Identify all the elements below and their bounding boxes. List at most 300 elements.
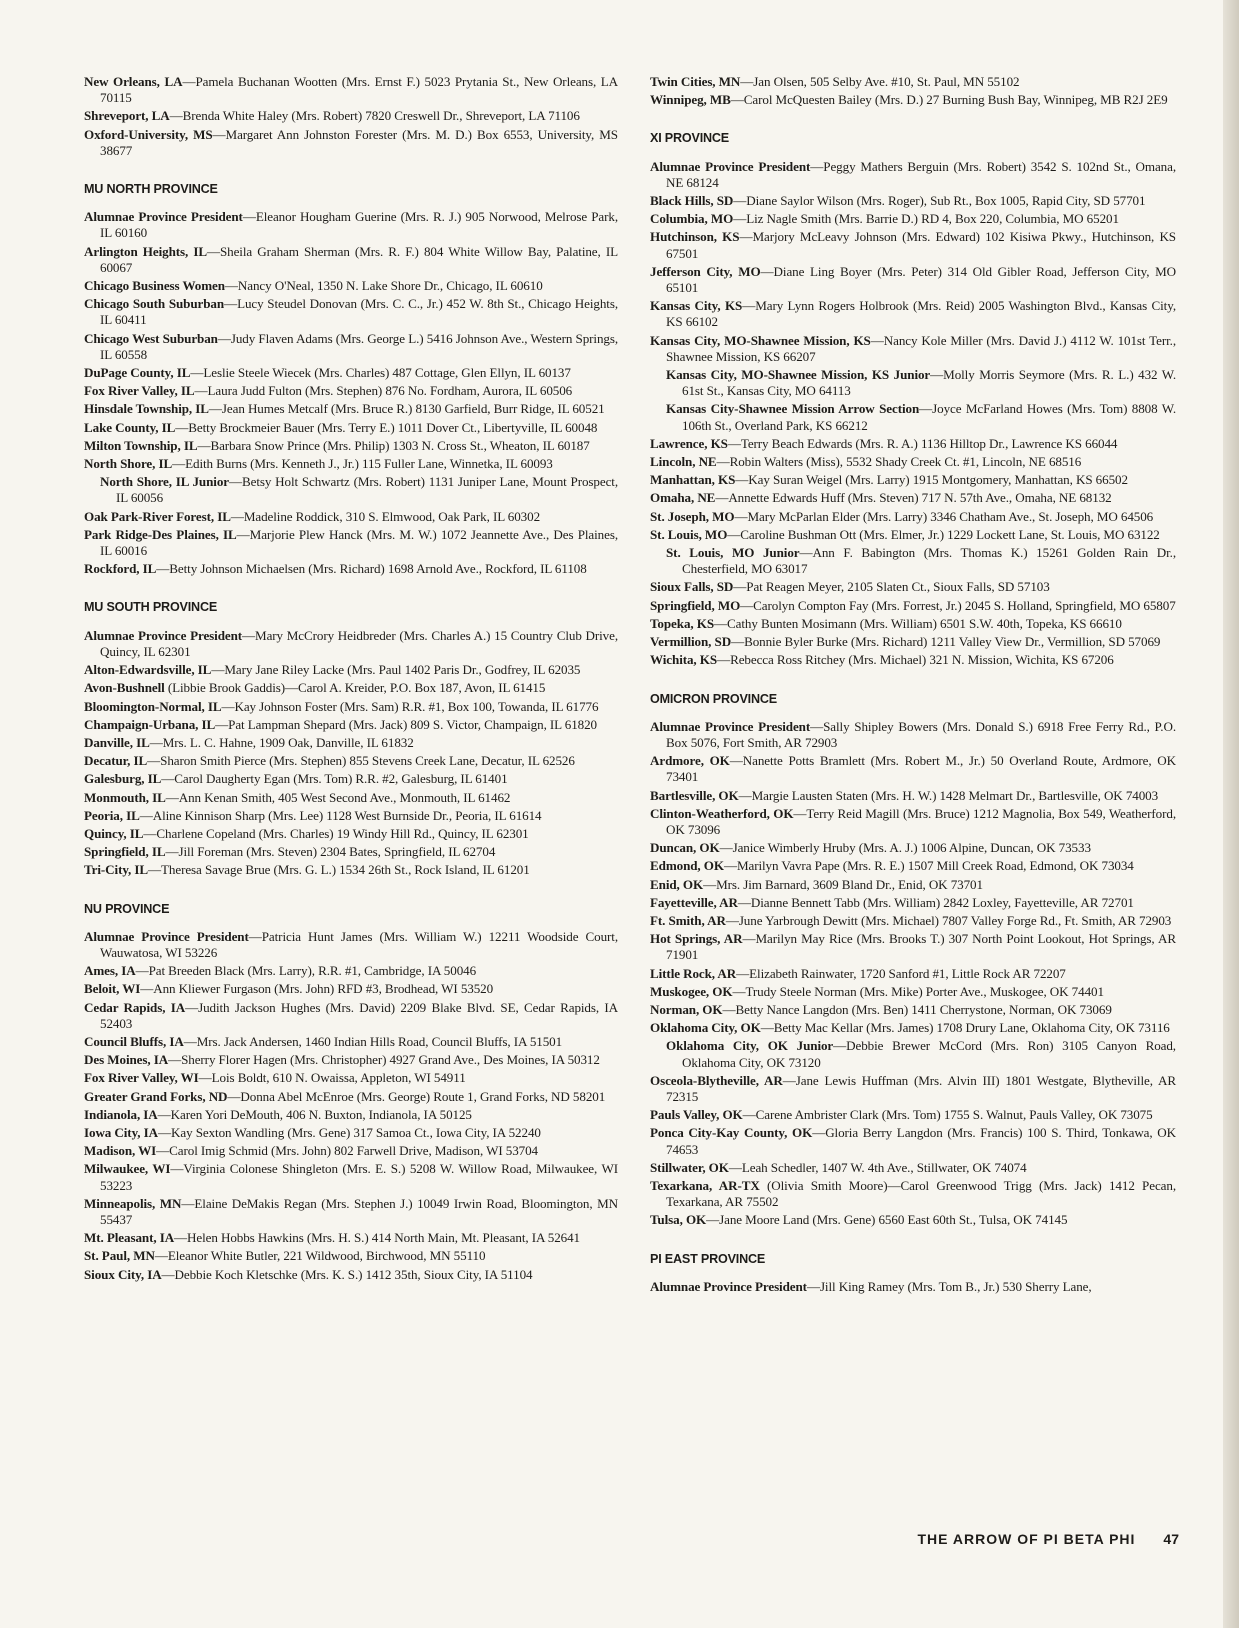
contact-details: Gloria Berry Langdon (Mrs. Francis) 100 S. Third, Tonkawa, OK 74653	[666, 1125, 1176, 1157]
em-dash: —	[728, 1159, 742, 1175]
chapter-name: Alumnae Province President	[650, 1278, 807, 1294]
chapter-name: Tulsa, OK	[650, 1212, 707, 1228]
contact-details: Joyce McFarland Howes (Mrs. Tom) 8808 W. 106th St., Overland Park, KS 66212	[682, 401, 1176, 433]
contact-details: Lois Boldt, 610 N. Owaissa, Appleton, WI 54911	[211, 1070, 466, 1086]
em-dash: —	[732, 983, 746, 999]
contact-details: Bonnie Byler Burke (Mrs. Richard) 1211 Valley View Dr., Vermillion, SD 57069	[744, 634, 1161, 650]
contact-details: Betty Nance Langdon (Mrs. Ben) 1411 Cherrystone, Norman, OK 73069	[735, 1001, 1112, 1017]
em-dash: —	[742, 931, 756, 947]
chapter-name: Wichita, KS	[650, 652, 718, 668]
chapter-name: DuPage County, IL	[84, 365, 191, 381]
chapter-name: Shreveport, LA	[84, 108, 170, 124]
em-dash: —	[149, 734, 163, 750]
directory-entry	[84, 662, 618, 678]
contact-details: Robin Walters (Miss), 5532 Shady Creek Ct. #1, Lincoln, NE 68516	[729, 454, 1082, 470]
chapter-name: Lake County, IL	[84, 419, 176, 435]
directory-entry	[650, 472, 1176, 488]
directory-entry	[650, 264, 1176, 296]
em-dash: —	[182, 74, 196, 89]
directory-entry	[84, 771, 618, 787]
contact-details: Nancy Kole Miller (Mrs. David J.) 4112 W. 101st Terr., Shawnee Mission, KS 66207	[666, 332, 1176, 364]
chapter-name: Oklahoma City, OK Junior	[666, 1038, 834, 1054]
directory-entry	[650, 753, 1176, 785]
chapter-name: Bloomington-Normal, IL	[84, 698, 222, 714]
contact-details: Barbara Snow Prince (Mrs. Philip) 1303 N. Cross St., Wheaton, IL 60187	[210, 437, 590, 453]
contact-details: Jill King Ramey (Mrs. Tom B., Jr.) 530 Sherry Lane,	[819, 1278, 1092, 1294]
province-heading-nu-province: NU PROVINCE	[84, 901, 170, 916]
chapter-name: Alumnae Province President	[84, 928, 249, 944]
em-dash: —	[735, 472, 749, 488]
contact-details: Carol Imig Schmid (Mrs. John) 802 Farwell Drive, Madison, WI 53704	[169, 1143, 538, 1159]
chapter-name: Texarkana, AR-TX	[650, 1177, 760, 1193]
em-dash: —	[742, 1107, 756, 1123]
directory-entry	[84, 1089, 618, 1105]
directory-entry	[84, 1052, 618, 1068]
chapter-name: Ardmore, OK	[650, 753, 730, 769]
chapter-name: Alumnae Province President	[650, 718, 811, 734]
chapter-name: Pauls Valley, OK	[650, 1107, 743, 1123]
em-dash: —	[812, 1125, 826, 1141]
em-dash: —	[172, 456, 186, 472]
directory-entry	[650, 858, 1176, 874]
chapter-name: Sioux Falls, SD	[650, 579, 734, 595]
directory-entry	[84, 278, 618, 294]
em-dash: —	[174, 1230, 188, 1246]
chapter-name: Monmouth, IL	[84, 789, 166, 805]
contact-details: Caroline Bushman Ott (Mrs. Elmer, Jr.) 1229 Lockett Lane, St. Louis, MO 63122	[740, 526, 1160, 542]
contact-details: Kay Sexton Wandling (Mrs. Gene) 317 Samoa Ct., Iowa City, IA 52240	[171, 1124, 541, 1140]
em-dash: —	[217, 330, 231, 346]
em-dash: —	[870, 332, 884, 348]
em-dash: —	[170, 1161, 184, 1177]
chapter-name: Twin Cities, MN	[650, 74, 741, 89]
contact-details: Pat Breeden Black (Mrs. Larry), R.R. #1, Cambridge, IA 50046	[148, 963, 477, 979]
em-dash: —	[248, 928, 262, 944]
directory-entry	[84, 1070, 618, 1086]
contact-details: Ann F. Babington (Mrs. Thomas K.) 15261 Golden Rain Dr., Chesterfield, MO 63017	[682, 545, 1176, 577]
chapter-name: Edmond, OK	[650, 858, 724, 874]
contact-details: Janice Wimberly Hruby (Mrs. A. J.) 1006 Alpine, Duncan, OK 73533	[732, 840, 1091, 856]
em-dash: —	[156, 1143, 170, 1159]
chapter-name: Duncan, OK	[650, 840, 720, 856]
directory-entry	[84, 1125, 618, 1141]
contact-details: Elaine DeMakis Regan (Mrs. Stephen J.) 10049 Irwin Road, Bloomington, MN 55437	[100, 1195, 618, 1227]
directory-entry	[650, 1212, 1176, 1228]
contact-details: Rebecca Ross Ritchey (Mrs. Michael) 321 N. Mission, Wichita, KS 67206	[730, 652, 1114, 668]
contact-details: Jean Humes Metcalf (Mrs. Bruce R.) 8130 Garfield, Burr Ridge, IL 60521	[221, 401, 605, 417]
directory-entry	[84, 1034, 618, 1050]
directory-entry	[650, 931, 1176, 963]
directory-entry	[650, 1107, 1176, 1123]
em-dash: —	[194, 383, 208, 399]
chapter-name: Kansas City-Shawnee Mission Arrow Section	[666, 401, 920, 417]
directory-entry	[650, 840, 1176, 856]
contact-details: Mrs. Jack Andersen, 1460 Indian Hills Road, Council Bluffs, IA 51501	[196, 1033, 563, 1049]
chapter-name: Avon-Bushnell	[84, 680, 165, 696]
directory-entry	[84, 981, 618, 997]
contact-details: Pamela Buchanan Wootten (Mrs. Ernst F.) 5023 Prytania St., New Orleans, LA 70115	[100, 74, 618, 106]
contact-details: Aline Kinnison Sharp (Mrs. Lee) 1128 West Burnside Dr., Peoria, IL 61614	[152, 807, 542, 823]
contact-details: Mrs. Jim Barnard, 3609 Bland Dr., Enid, OK 73701	[716, 876, 983, 892]
em-dash: —	[154, 1248, 168, 1264]
directory-entry	[650, 966, 1176, 982]
em-dash: —	[723, 858, 737, 874]
em-dash: —	[715, 490, 729, 506]
contact-details: Eleanor White Butler, 221 Wildwood, Birchwood, MN 55110	[167, 1248, 486, 1264]
em-dash: —	[799, 545, 813, 561]
directory-entry	[650, 1002, 1176, 1018]
contact-details: Marjory McLeavy Johnson (Mrs. Edward) 102 Kisiwa Pkwy., Hutchinson, KS 67501	[666, 229, 1176, 261]
em-dash: —	[168, 1052, 182, 1068]
em-dash: —	[703, 876, 717, 892]
directory-entry	[84, 365, 618, 381]
page-number: 47	[1163, 1531, 1179, 1547]
chapter-name: Indianola, IA	[84, 1106, 158, 1122]
directory-entry	[666, 545, 1176, 577]
contact-details: Debbie Koch Kletschke (Mrs. K. S.) 1412 35th, Sioux City, IA 51104	[174, 1266, 533, 1282]
contact-details: Nanette Potts Bramlett (Mrs. Robert M., Jr.) 50 Overland Route, Ardmore, OK 73401	[666, 753, 1176, 785]
em-dash: —	[183, 1033, 197, 1049]
contact-details: Annette Edwards Huff (Mrs. Steven) 717 N. 57th Ave., Omaha, NE 68132	[728, 490, 1112, 506]
directory-entry	[650, 806, 1176, 838]
province-heading-mu-north-province: MU NORTH PROVINCE	[84, 182, 218, 197]
em-dash: —	[740, 597, 754, 613]
contact-details: Helen Hobbs Hawkins (Mrs. H. S.) 414 North Main, Mt. Pleasant, IA 52641	[187, 1230, 581, 1246]
directory-entry	[84, 456, 618, 472]
directory-entry	[84, 383, 618, 399]
em-dash: —	[742, 298, 756, 314]
directory-entry	[650, 436, 1176, 452]
em-dash: —	[806, 1278, 820, 1294]
em-dash: —	[161, 1266, 175, 1282]
directory-entry	[650, 490, 1176, 506]
right-column	[650, 74, 1176, 1297]
chapter-name: Greater Grand Forks, ND	[84, 1088, 228, 1104]
chapter-name: St. Joseph, MO	[650, 508, 735, 524]
em-dash: —	[181, 1195, 195, 1211]
contact-details: Carol McQuesten Bailey (Mrs. D.) 27 Burning Bush Bay, Winnipeg, MB R2J 2E9	[743, 92, 1168, 108]
directory-entry	[650, 913, 1176, 929]
em-dash: —	[230, 508, 244, 524]
chapter-name: Hinsdale Township, IL	[84, 401, 209, 417]
em-dash: —	[190, 365, 204, 381]
directory-entry	[84, 862, 618, 878]
em-dash: —	[727, 526, 741, 542]
contact-details: Kay Johnson Foster (Mrs. Sam) R.R. #1, Box 100, Towanda, IL 61776	[234, 698, 599, 714]
directory-entry	[84, 108, 618, 124]
chapter-name: Beloit, WI	[84, 981, 141, 997]
directory-entry	[84, 1161, 618, 1193]
contact-details: Margaret Ann Johnston Forester (Mrs. M. D.) Box 6553, University, MS 38677	[100, 126, 618, 158]
em-dash: —	[236, 526, 250, 542]
em-dash: —	[211, 662, 225, 678]
directory-entry	[650, 298, 1176, 330]
directory-entry	[650, 1020, 1176, 1036]
em-dash: —	[714, 615, 728, 631]
contact-details: Eleanor Hougham Guerine (Mrs. R. J.) 905 Norwood, Melrose Park, IL 60160	[100, 209, 618, 241]
em-dash: —	[198, 1070, 212, 1086]
directory-entry	[650, 652, 1176, 668]
em-dash: —	[731, 634, 745, 650]
contact-details: Pat Lampman Shepard (Mrs. Jack) 809 S. Victor, Champaign, IL 61820	[228, 716, 597, 732]
chapter-name: St. Louis, MO Junior	[666, 545, 800, 561]
contact-details: Ann Kenan Smith, 405 West Second Ave., Monmouth, IL 61462	[178, 789, 511, 805]
directory-entry	[100, 474, 618, 506]
chapter-name: Muskogee, OK	[650, 983, 733, 999]
directory-entry	[84, 401, 618, 417]
chapter-name: Kansas City, KS	[650, 298, 743, 314]
directory-entry	[650, 74, 1176, 90]
directory-entry	[84, 699, 618, 715]
directory-entry	[84, 1000, 618, 1032]
chapter-name: Columbia, MO	[650, 211, 734, 227]
em-dash: —	[157, 1106, 171, 1122]
chapter-name: Ft. Smith, AR	[650, 912, 726, 928]
directory-entry	[650, 788, 1176, 804]
em-dash: —	[782, 1072, 796, 1088]
contact-details: Mary McParlan Elder (Mrs. Larry) 3346 Chatham Ave., St. Joseph, MO 64506	[747, 508, 1154, 524]
contact-details: Jane Moore Land (Mrs. Gene) 6560 East 60th St., Tulsa, OK 74145	[719, 1212, 1068, 1228]
chapter-name: Clinton-Weatherford, OK	[650, 805, 794, 821]
directory-entry	[84, 826, 618, 842]
directory-entry	[84, 735, 618, 751]
em-dash: —	[725, 912, 739, 928]
directory-entry	[84, 808, 618, 824]
chapter-name: Kansas City, MO-Shawnee Mission, KS Junior	[666, 367, 931, 383]
contact-details: Carol A. Kreider, P.O. Box 187, Avon, IL 61415	[298, 680, 546, 696]
contact-details: Terry Beach Edwards (Mrs. R. A.) 1136 Hilltop Dr., Lawrence KS 66044	[740, 435, 1118, 451]
contact-details: Lucy Steudel Donovan (Mrs. C. C., Jr.) 452 W. 8th St., Chicago Heights, IL 60411	[100, 296, 619, 328]
chapter-name: Council Bluffs, IA	[84, 1033, 184, 1049]
em-dash: —	[810, 718, 824, 734]
em-dash: —	[242, 209, 256, 225]
directory-entry	[84, 1230, 618, 1246]
chapter-name: Des Moines, IA	[84, 1052, 169, 1068]
directory-entry	[650, 616, 1176, 632]
em-dash: —	[148, 862, 162, 878]
chapter-name: Minneapolis, MN	[84, 1195, 182, 1211]
chapter-name: Oxford-University, MS	[84, 126, 213, 142]
contact-details: June Yarbrough Dewitt (Mrs. Michael) 7807 Valley Forge Rd., Ft. Smith, AR 72903	[738, 912, 1172, 928]
directory-entry	[650, 984, 1176, 1000]
chapter-name: Kansas City, MO-Shawnee Mission, KS	[650, 332, 871, 348]
chapter-name: Tri-City, IL	[84, 862, 149, 878]
chapter-name: Hot Springs, AR	[650, 931, 743, 947]
contact-details: Jane Lewis Huffman (Mrs. Alvin III) 1801 Westgate, Blytheville, AR 72315	[666, 1072, 1177, 1104]
chapter-name: Decatur, IL	[84, 753, 148, 769]
contact-details: Betty Brockmeier Bauer (Mrs. Terry E.) 1011 Dover Ct., Libertyville, IL 60048	[188, 419, 598, 435]
chapter-name: Iowa City, IA	[84, 1124, 158, 1140]
em-dash: —	[221, 698, 235, 714]
chapter-name: Alumnae Province President	[84, 209, 243, 225]
directory-entry	[650, 1125, 1176, 1157]
directory-entry	[84, 74, 618, 106]
chapter-name: Galesburg, IL	[84, 771, 162, 787]
directory-entry	[650, 1073, 1176, 1105]
chapter-name: Alton-Edwardsville, IL	[84, 662, 212, 678]
chapter-name: Alumnae Province President	[650, 158, 811, 174]
chapter-name: Park Ridge-Des Plaines, IL	[84, 526, 237, 542]
directory-entry	[650, 527, 1176, 543]
directory-entry	[84, 1143, 618, 1159]
directory-entry	[650, 598, 1176, 614]
em-dash: —	[169, 108, 183, 124]
directory-entry	[650, 193, 1176, 209]
chapter-name: Black Hills, SD	[650, 193, 734, 209]
em-dash: —	[175, 419, 189, 435]
chapter-name: Topeka, KS	[650, 615, 715, 631]
directory-entry	[84, 209, 618, 241]
em-dash: —	[147, 753, 161, 769]
contact-details: Elizabeth Rainwater, 1720 Sanford #1, Little Rock AR 72207	[749, 965, 1066, 981]
chapter-name: Sioux City, IA	[84, 1266, 162, 1282]
chapter-name: St. Paul, MN	[84, 1248, 155, 1264]
chapter-name: Oklahoma City, OK	[650, 1020, 761, 1036]
em-dash: —	[143, 825, 157, 841]
contact-details: Carene Ambrister Clark (Mrs. Tom) 1755 S. Walnut, Pauls Valley, OK 73075	[755, 1107, 1153, 1123]
chapter-name: Rockford, IL	[84, 561, 157, 577]
directory-entry	[650, 877, 1176, 893]
directory-entry	[650, 1160, 1176, 1176]
running-title: THE ARROW OF PI BETA PHI	[917, 1531, 1136, 1547]
em-dash: —	[156, 561, 170, 577]
contact-details: Charlene Copeland (Mrs. Charles) 19 Windy Hill Rd., Quincy, IL 62301	[156, 825, 529, 841]
contact-details: Carol Daugherty Egan (Mrs. Tom) R.R. #2, Galesburg, IL 61401	[174, 771, 508, 787]
contact-details: Sally Shipley Bowers (Mrs. Donald S.) 6918 Free Ferry Rd., P.O. Box 5076, Fort Smith, AR 72903	[666, 718, 1176, 750]
contact-details: Dianne Bennett Tabb (Mrs. William) 2842 Loxley, Fayetteville, AR 72701	[750, 894, 1134, 910]
chapter-name: Springfield, IL	[84, 844, 166, 860]
contact-details: Sheila Graham Sherman (Mrs. R. F.) 804 White Willow Bay, Palatine, IL 60067	[100, 243, 618, 275]
em-dash: —	[740, 74, 754, 89]
em-dash: —	[140, 981, 154, 997]
em-dash: —	[733, 193, 747, 209]
em-dash: —	[285, 680, 299, 696]
left-column	[84, 74, 618, 1285]
em-dash: —	[730, 92, 744, 108]
em-dash: —	[197, 437, 211, 453]
directory-entry	[84, 1196, 618, 1228]
contact-details: Donna Abel McEnroe (Mrs. George) Route 1, Grand Forks, ND 58201	[240, 1088, 606, 1104]
chapter-name: North Shore, IL Junior	[100, 474, 229, 490]
contact-details: Diane Ling Boyer (Mrs. Peter) 314 Old Gibler Road, Jefferson City, MO 65101	[666, 263, 1176, 296]
em-dash: —	[215, 716, 229, 732]
chapter-name: Mt. Pleasant, IA	[84, 1230, 175, 1246]
chapter-name: Quincy, IL	[84, 825, 144, 841]
chapter-name: Norman, OK	[650, 1001, 723, 1017]
directory-entry	[650, 579, 1176, 595]
contact-details: Carolyn Compton Fay (Mrs. Forrest, Jr.) 2045 S. Holland, Springfield, MO 65807	[753, 597, 1176, 613]
directory-entry	[650, 159, 1176, 191]
contact-details: Laura Judd Fulton (Mrs. Stephen) 876 No. Fordham, Aurora, IL 60506	[207, 383, 573, 399]
em-dash: —	[737, 894, 751, 910]
directory-entry	[84, 790, 618, 806]
chapter-name: Winnipeg, MB	[650, 92, 731, 108]
directory-entry	[650, 719, 1176, 751]
chapter-name: Cedar Rapids, IA	[84, 999, 186, 1015]
chapter-name: Ames, IA	[84, 963, 136, 979]
directory-entry	[650, 509, 1176, 525]
chapter-name: Chicago Business Women	[84, 278, 225, 294]
directory-entry	[84, 127, 618, 159]
directory-entry	[666, 367, 1176, 399]
em-dash: —	[760, 1020, 774, 1036]
contact-details: Marilyn Vavra Pape (Mrs. R. E.) 1507 Mill Creek Road, Edmond, OK 73034	[736, 858, 1134, 874]
chapter-name: Fayetteville, AR	[650, 894, 738, 910]
em-dash: —	[158, 1124, 171, 1140]
em-dash: —	[224, 278, 238, 294]
em-dash: —	[887, 1177, 901, 1193]
em-dash: —	[227, 1088, 241, 1104]
page-edge-shadow	[1223, 0, 1239, 1628]
contact-details: Betty Johnson Michaelsen (Mrs. Richard) 1698 Arnold Ave., Rockford, IL 61108	[169, 561, 587, 577]
em-dash: —	[733, 579, 747, 595]
em-dash: —	[719, 840, 733, 856]
chapter-name: Little Rock, AR	[650, 965, 737, 981]
contact-details: Betty Mac Kellar (Mrs. James) 1708 Drury Lane, Oklahoma City, OK 73116	[773, 1020, 1170, 1036]
directory-entry	[84, 1248, 618, 1264]
directory-entry	[650, 895, 1176, 911]
chapter-name: Milwaukee, WI	[84, 1161, 171, 1177]
directory-entry	[650, 333, 1176, 365]
em-dash: —	[734, 508, 748, 524]
chapter-name: Hutchinson, KS	[650, 229, 740, 245]
chapter-name: Chicago South Suburban	[84, 296, 225, 312]
chapter-name: Ponca City-Kay County, OK	[650, 1125, 813, 1141]
chapter-name: Lawrence, KS	[650, 435, 728, 451]
contact-details: Theresa Savage Brue (Mrs. G. L.) 1534 26th St., Rock Island, IL 61201	[161, 862, 530, 878]
chapter-name: New Orleans, LA	[84, 74, 183, 89]
chapter-name: Oak Park-River Forest, IL	[84, 508, 231, 524]
directory-entry	[84, 929, 618, 961]
em-dash: —	[206, 243, 220, 259]
contact-details: Jill Foreman (Mrs. Steven) 2304 Bates, Springfield, IL 62704	[178, 844, 496, 860]
contact-details: Peggy Mathers Berguin (Mrs. Robert) 3542 S. 102nd St., Omana, NE 68124	[666, 158, 1176, 190]
chapter-name: St. Louis, MO	[650, 526, 728, 542]
directory-entry	[84, 527, 618, 559]
chapter-name: Vermillion, SD	[650, 634, 732, 650]
em-dash: —	[733, 211, 747, 227]
directory-entry	[84, 244, 618, 276]
em-dash: —	[185, 999, 199, 1015]
chapter-name: Fox River Valley, IL	[84, 383, 195, 399]
em-dash: —	[727, 435, 741, 451]
contact-details: Mary Jane Riley Lacke (Mrs. Paul 1402 Paris Dr., Godfrey, IL 62035	[224, 662, 581, 678]
chapter-name: Bartlesville, OK	[650, 787, 739, 803]
contact-details: Betsy Holt Schwartz (Mrs. Robert) 1131 Juniper Lane, Mount Prospect, IL 60056	[116, 474, 618, 506]
contact-details: Virginia Colonese Shingleton (Mrs. E. S.) 5208 W. Willow Road, Milwaukee, WI 53223	[100, 1161, 618, 1193]
province-heading-omicron-province: OMICRON PROVINCE	[650, 691, 777, 706]
chapter-name: Alumnae Province President	[84, 627, 243, 643]
chapter-name: Peoria, IL	[84, 807, 140, 823]
em-dash: —	[139, 807, 153, 823]
contact-details: Jan Olsen, 505 Selby Ave. #10, St. Paul, MN 55102	[753, 74, 1020, 89]
province-heading-pi-east-province: PI EAST PROVINCE	[650, 1251, 766, 1266]
contact-details: Edith Burns (Mrs. Kenneth J., Jr.) 115 Fuller Lane, Winnetka, IL 60093	[185, 456, 553, 472]
directory-entry	[84, 561, 618, 577]
contact-details: Mary Lynn Rogers Holbrook (Mrs. Reid) 2005 Washington Blvd., Kansas City, KS 66102	[666, 298, 1176, 330]
chapter-note: (Libbie Brook Gaddis)	[164, 680, 286, 696]
chapter-note: (Olivia Smith Moore)	[759, 1177, 888, 1193]
contact-details: Judy Flaven Adams (Mrs. George L.) 5416 Johnson Ave., Western Springs, IL 60558	[100, 330, 619, 362]
directory-entry	[84, 628, 618, 660]
directory-entry	[84, 509, 618, 525]
directory-entry	[84, 296, 618, 328]
contact-details: Carol Greenwood Trigg (Mrs. Jack) 1412 Pecan, Texarkana, AR 75502	[666, 1177, 1176, 1210]
contact-details: Marjorie Plew Hanck (Mrs. M. W.) 1072 Jeannette Ave., Des Plaines, IL 60016	[100, 526, 618, 559]
chapter-name: Madison, WI	[84, 1143, 157, 1159]
em-dash: —	[229, 474, 242, 490]
province-heading-xi-province: XI PROVINCE	[650, 131, 729, 146]
